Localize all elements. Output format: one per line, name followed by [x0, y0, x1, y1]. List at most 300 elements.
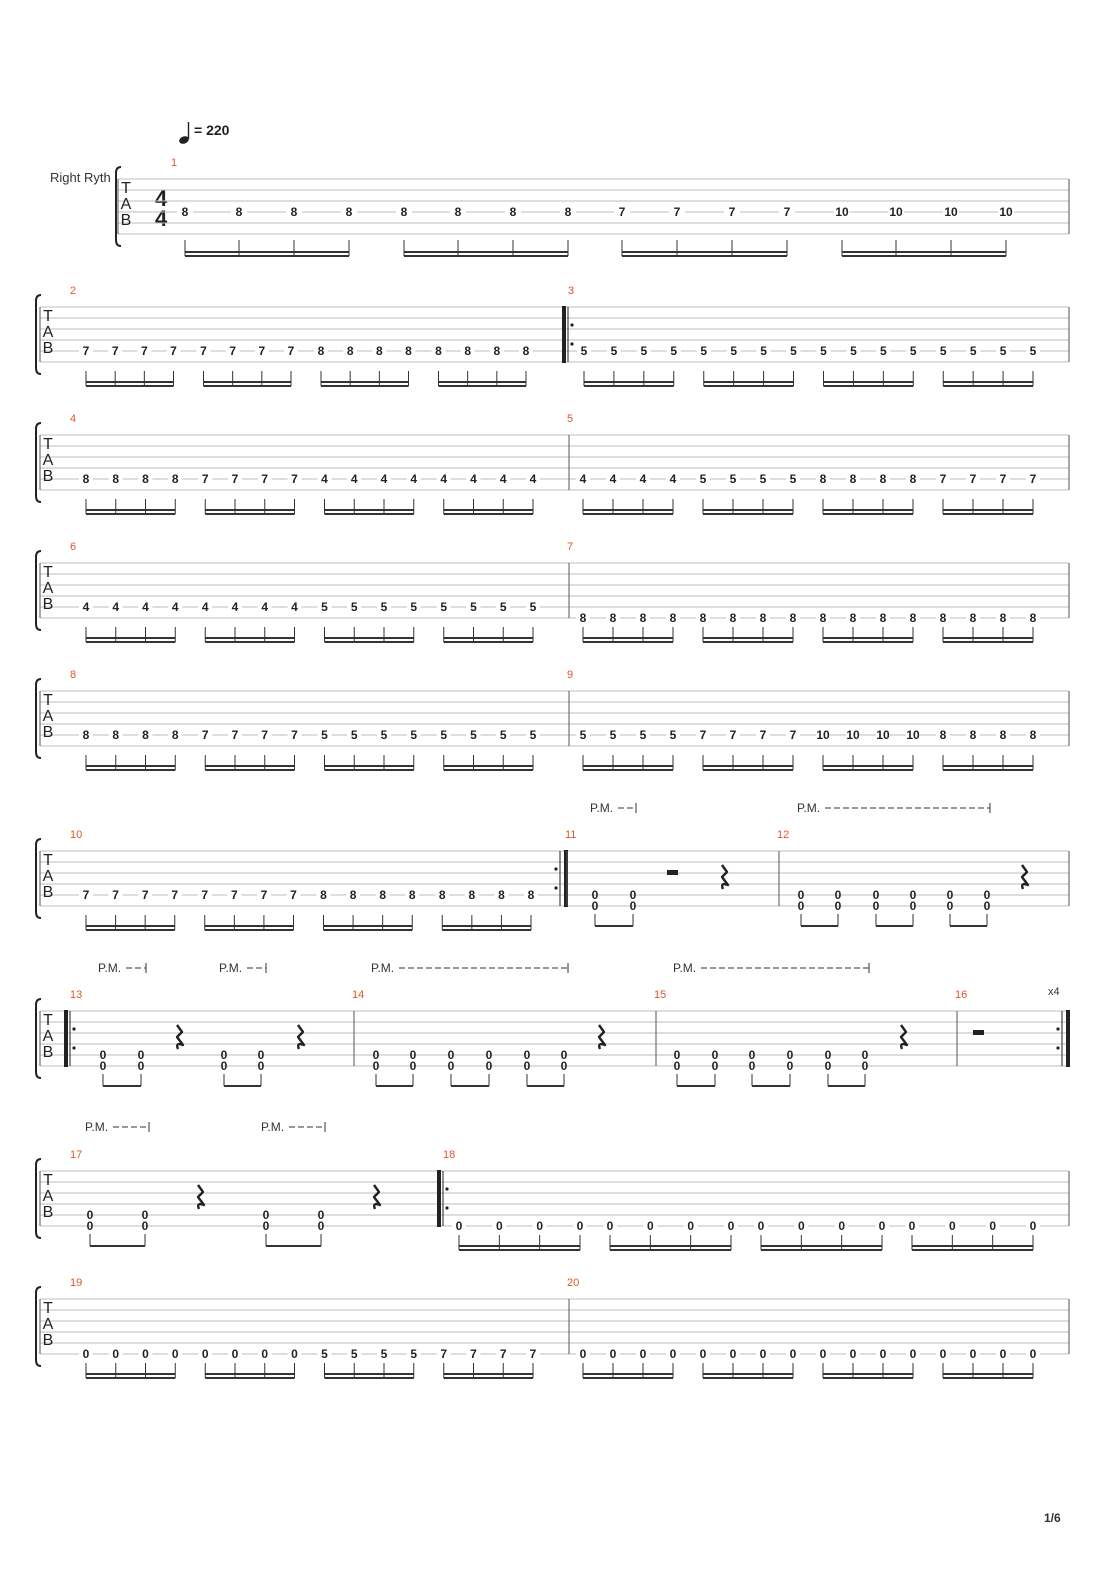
measure-number: 10: [70, 829, 83, 841]
time-signature-bottom: 4: [155, 206, 168, 231]
fret-number: 4: [321, 472, 328, 486]
fret-number: 5: [790, 344, 797, 358]
fret-number: 0: [878, 1219, 886, 1233]
fret-number: 7: [231, 472, 239, 486]
tab-clef-letter: A: [42, 868, 54, 885]
repeat-start-thick-barline: [562, 306, 566, 363]
fret-number: 8: [82, 728, 90, 742]
fret-number: 7: [261, 728, 269, 742]
fret-number: 8: [1029, 728, 1037, 742]
fret-number: 0: [560, 1048, 568, 1062]
fret-number: 5: [699, 472, 707, 486]
fret-number: 7: [200, 344, 207, 358]
fret-number: 5: [321, 1347, 328, 1361]
fret-number: 7: [759, 728, 767, 742]
fret-number: 0: [872, 888, 880, 902]
fret-number: 0: [86, 1219, 94, 1233]
repeat-dot: [445, 1206, 448, 1209]
fret-number: 8: [819, 611, 827, 625]
fret-number: 8: [969, 611, 977, 625]
repeat-dot: [570, 323, 573, 326]
fret-number: 0: [786, 1059, 794, 1073]
fret-number: 7: [291, 728, 298, 742]
repeat-end-thick-barline: [1066, 1010, 1070, 1067]
quarter-rest-icon: [198, 1185, 204, 1209]
fret-number: 8: [468, 888, 476, 902]
fret-number: 0: [946, 899, 954, 913]
tab-system: [36, 285, 1069, 386]
fret-number: 4: [231, 600, 239, 614]
tab-clef-letter: B: [42, 1044, 54, 1061]
fret-number: 0: [879, 1347, 887, 1361]
fret-number: 7: [291, 472, 298, 486]
fret-number: 8: [639, 611, 647, 625]
fret-number: 8: [349, 888, 357, 902]
palm-mute-label: P.M.: [673, 961, 697, 975]
fret-number: 7: [258, 344, 266, 358]
fret-number: 7: [111, 344, 119, 358]
fret-number: 0: [757, 1219, 765, 1233]
fret-number: 7: [470, 1347, 477, 1361]
fret-number: 8: [527, 888, 535, 902]
fret-number: 4: [142, 600, 149, 614]
fret-number: 5: [350, 1347, 358, 1361]
fret-number: 0: [909, 1347, 917, 1361]
fret-number: 0: [560, 1059, 568, 1073]
fret-number: 0: [409, 1059, 417, 1073]
fret-number: 4: [261, 600, 269, 614]
fret-number: 0: [455, 1219, 463, 1233]
fret-number: 4: [609, 472, 617, 486]
fret-number: 5: [820, 344, 827, 358]
fret-number: 0: [639, 1347, 647, 1361]
fret-number: 0: [983, 888, 991, 902]
repeat-dot: [554, 867, 557, 870]
palm-mute-section: [85, 1120, 380, 1246]
fret-number: 8: [909, 472, 917, 486]
repeat-start-thick-barline: [64, 1010, 68, 1067]
time-signature-top: 4: [155, 186, 168, 211]
fret-number: 5: [760, 344, 767, 358]
quarter-rest-icon: [298, 1025, 304, 1049]
fret-number: 10: [835, 205, 849, 219]
fret-number: 5: [580, 344, 588, 358]
fret-number: 8: [235, 205, 243, 219]
fret-number: 8: [879, 611, 887, 625]
fret-number: 5: [440, 600, 448, 614]
fret-number: 8: [509, 205, 517, 219]
tab-clef-letter: B: [120, 212, 132, 229]
fret-number: 8: [522, 344, 530, 358]
fret-number: 7: [171, 888, 179, 902]
tempo-value: = 220: [194, 122, 230, 138]
fret-number: 0: [609, 1347, 617, 1361]
fret-number: 7: [82, 344, 90, 358]
fret-number: 7: [290, 888, 297, 902]
fret-number: 0: [317, 1208, 325, 1222]
fret-number: 0: [824, 1048, 832, 1062]
palm-mute-label: P.M.: [98, 961, 122, 975]
fret-number: 4: [380, 472, 388, 486]
fret-number: 5: [999, 344, 1007, 358]
fret-number: 0: [86, 1208, 94, 1222]
fret-number: 8: [345, 205, 353, 219]
fret-number: 8: [435, 344, 442, 358]
measure-number: 7: [567, 541, 574, 553]
fret-number: 7: [999, 472, 1007, 486]
palm-mute-section: [98, 961, 984, 1086]
fret-number: 0: [576, 1219, 584, 1233]
measure-number: 8: [70, 669, 77, 681]
measure-number: 9: [567, 669, 574, 681]
fret-number: 4: [529, 472, 537, 486]
fret-number: 8: [142, 472, 149, 486]
fret-number: 5: [700, 344, 708, 358]
measure-number: 19: [70, 1277, 83, 1289]
fret-number: 0: [536, 1219, 544, 1233]
fret-number: 10: [944, 205, 958, 219]
track-name: Right Ryth: [50, 170, 111, 185]
fret-number: 7: [789, 728, 797, 742]
fret-number: 5: [850, 344, 857, 358]
measure-number: 20: [567, 1277, 580, 1289]
fret-number: 8: [346, 344, 354, 358]
fret-number: 0: [629, 899, 637, 913]
tab-clef-letter: T: [43, 436, 53, 453]
half-rest-icon: [667, 870, 678, 875]
palm-mute-label: P.M.: [590, 801, 614, 815]
fret-number: 8: [112, 472, 120, 486]
fret-number: 8: [609, 611, 617, 625]
fret-number: 4: [410, 472, 418, 486]
fret-number: 5: [440, 728, 448, 742]
repeat-dot: [72, 1027, 75, 1030]
fret-number: 0: [262, 1219, 270, 1233]
measure-number: 5: [567, 413, 574, 425]
fret-number: 5: [639, 728, 647, 742]
fret-number: 8: [819, 472, 827, 486]
tab-clef-letter: B: [42, 884, 54, 901]
fret-number: 4: [171, 600, 179, 614]
fret-number: 0: [711, 1059, 719, 1073]
tab-system: [36, 541, 1069, 642]
fret-number: 0: [82, 1347, 90, 1361]
tab-clef-letter: A: [42, 708, 54, 725]
tab-clef-letter: A: [120, 196, 132, 213]
fret-number: 5: [499, 728, 507, 742]
fret-number: 5: [579, 728, 587, 742]
fret-number: 4: [639, 472, 647, 486]
fret-number: 10: [906, 728, 920, 742]
fret-number: 7: [969, 472, 977, 486]
tab-clef-letter: T: [121, 180, 131, 197]
fret-number: 0: [99, 1059, 107, 1073]
fret-number: 7: [440, 1347, 448, 1361]
tab-clef-letter: T: [43, 308, 53, 325]
fret-number: 0: [759, 1347, 767, 1361]
fret-number: 7: [287, 344, 295, 358]
tab-systems: [36, 157, 1070, 1378]
fret-number: 0: [257, 1048, 265, 1062]
fret-number: 0: [447, 1048, 455, 1062]
fret-number: 8: [1029, 611, 1037, 625]
fret-number: 5: [321, 600, 328, 614]
tab-clef-letter: T: [43, 1172, 53, 1189]
fret-number: 4: [440, 472, 448, 486]
fret-number: 8: [290, 205, 298, 219]
fret-number: 8: [82, 472, 90, 486]
fret-number: 0: [834, 899, 842, 913]
repeat-dot: [554, 886, 557, 889]
fret-number: 8: [454, 205, 462, 219]
fret-number: 10: [816, 728, 830, 742]
fret-number: 7: [201, 728, 209, 742]
fret-number: 7: [230, 888, 238, 902]
fret-number: 5: [410, 1347, 418, 1361]
fret-number: 0: [872, 899, 880, 913]
fret-number: 0: [137, 1048, 145, 1062]
fret-number: 7: [618, 205, 626, 219]
fret-number: 0: [261, 1347, 269, 1361]
fret-number: 8: [879, 472, 887, 486]
fret-number: 0: [748, 1059, 756, 1073]
fret-number: 8: [400, 205, 408, 219]
fret-number: 5: [670, 344, 678, 358]
quarter-rest-icon: [1022, 865, 1028, 889]
fret-number: 5: [470, 728, 477, 742]
fret-number: 8: [493, 344, 501, 358]
fret-number: 0: [727, 1219, 735, 1233]
fret-number: 0: [262, 1208, 270, 1222]
fret-number: 0: [372, 1059, 380, 1073]
tab-system: [116, 157, 1069, 256]
fret-number: 8: [408, 888, 416, 902]
fret-number: 5: [529, 600, 537, 614]
repeat-dot: [1056, 1027, 1059, 1030]
fret-number: 0: [231, 1347, 239, 1361]
fret-number: 8: [699, 611, 707, 625]
fret-number: 0: [999, 1347, 1007, 1361]
fret-number: 8: [142, 728, 149, 742]
fret-number: 0: [99, 1048, 107, 1062]
fret-number: 7: [1029, 472, 1037, 486]
fret-number: 7: [261, 472, 269, 486]
fret-number: 8: [729, 611, 737, 625]
fret-number: 0: [629, 888, 637, 902]
palm-mute-section: [590, 801, 1028, 926]
fret-number: 7: [699, 728, 707, 742]
tab-clef-letter: T: [43, 852, 53, 869]
tab-clef-letter: B: [42, 340, 54, 357]
fret-number: 0: [838, 1219, 846, 1233]
fret-number: 5: [380, 728, 388, 742]
measure-number: 4: [70, 413, 77, 425]
tab-system: [36, 989, 1070, 1078]
quarter-rest-icon: [374, 1185, 380, 1209]
palm-mute-label: P.M.: [261, 1120, 285, 1134]
fret-number: 8: [939, 728, 947, 742]
fret-number: 8: [171, 472, 179, 486]
fret-number: 0: [485, 1048, 493, 1062]
quarter-rest-icon: [722, 865, 728, 889]
fret-number: 7: [170, 344, 177, 358]
fret-number: 0: [861, 1048, 869, 1062]
fret-number: 0: [711, 1048, 719, 1062]
fret-number: 0: [948, 1219, 956, 1233]
fret-number: 0: [137, 1059, 145, 1073]
fret-number: 0: [409, 1048, 417, 1062]
fret-number: 4: [350, 472, 358, 486]
fret-number: 5: [609, 728, 617, 742]
fret-number: 0: [201, 1347, 209, 1361]
fret-number: 0: [797, 899, 805, 913]
fret-number: 7: [201, 888, 209, 902]
repeat-count: x4: [1048, 986, 1060, 998]
fret-number: 0: [673, 1059, 681, 1073]
quarter-rest-icon: [177, 1025, 183, 1049]
fret-number: 8: [375, 344, 383, 358]
measure-number: 14: [352, 989, 365, 1001]
fret-number: 0: [824, 1059, 832, 1073]
fret-number: 0: [591, 888, 599, 902]
fret-number: 8: [669, 611, 677, 625]
tab-clef-letter: B: [42, 596, 54, 613]
fret-number: 4: [201, 600, 209, 614]
fret-number: 0: [797, 888, 805, 902]
fret-number: 5: [939, 344, 947, 358]
fret-number: 7: [112, 888, 119, 902]
fret-number: 8: [789, 611, 797, 625]
fret-number: 5: [350, 728, 358, 742]
fret-number: 0: [909, 888, 917, 902]
palm-mute-label: P.M.: [371, 961, 395, 975]
fret-number: 5: [669, 728, 677, 742]
fret-number: 5: [470, 600, 477, 614]
palm-mute-label: P.M.: [219, 961, 243, 975]
fret-number: 5: [499, 600, 507, 614]
fret-number: 0: [983, 899, 991, 913]
fret-number: 8: [320, 888, 327, 902]
fret-number: 0: [1029, 1219, 1037, 1233]
fret-number: 10: [876, 728, 890, 742]
fret-number: 5: [410, 728, 418, 742]
fret-number: 0: [786, 1048, 794, 1062]
fret-number: 10: [846, 728, 860, 742]
fret-number: 5: [410, 600, 418, 614]
fret-number: 8: [112, 728, 120, 742]
palm-mute-label: P.M.: [85, 1120, 109, 1134]
fret-number: 7: [729, 728, 737, 742]
repeat-start-thick-barline: [437, 1170, 441, 1227]
fret-number: 8: [171, 728, 179, 742]
palm-mute-label: P.M.: [797, 801, 821, 815]
fret-number: 7: [939, 472, 947, 486]
fret-number: 0: [606, 1219, 614, 1233]
fret-number: 8: [849, 472, 857, 486]
fret-number: 0: [908, 1219, 916, 1233]
tab-clef-letter: A: [42, 324, 54, 341]
fret-number: 0: [646, 1219, 654, 1233]
fret-number: 7: [231, 728, 239, 742]
measure-number: 1: [171, 157, 178, 169]
fret-number: 0: [372, 1048, 380, 1062]
fret-number: 7: [140, 344, 148, 358]
tab-clef-letter: T: [43, 1012, 53, 1029]
fret-number: 0: [729, 1347, 737, 1361]
fret-number: 0: [485, 1059, 493, 1073]
fret-number: 0: [141, 1219, 149, 1233]
tab-system: [36, 1149, 1069, 1250]
fret-number: 0: [834, 888, 842, 902]
repeat-dot: [445, 1187, 448, 1190]
fret-number: 8: [909, 611, 917, 625]
fret-number: 7: [783, 205, 791, 219]
fret-number: 0: [861, 1059, 869, 1073]
fret-number: 0: [257, 1059, 265, 1073]
fret-number: 5: [380, 1347, 388, 1361]
fret-number: 5: [879, 344, 887, 358]
fret-number: 0: [220, 1048, 228, 1062]
fret-number: 0: [687, 1219, 695, 1233]
quarter-rest-icon: [599, 1025, 605, 1049]
measure-number: 15: [654, 989, 667, 1001]
fret-number: 0: [142, 1347, 149, 1361]
tab-clef-letter: T: [43, 692, 53, 709]
fret-number: 0: [1029, 1347, 1037, 1361]
measure-number: 3: [568, 285, 575, 297]
fret-number: 5: [969, 344, 977, 358]
fret-number: 8: [564, 205, 572, 219]
repeat-dot: [72, 1046, 75, 1049]
fret-number: 0: [789, 1347, 797, 1361]
fret-number: 0: [849, 1347, 857, 1361]
fret-number: 10: [889, 205, 903, 219]
fret-number: 4: [499, 472, 507, 486]
fret-number: 0: [220, 1059, 228, 1073]
fret-number: 0: [969, 1347, 977, 1361]
repeat-dot: [570, 342, 573, 345]
tab-clef-letter: B: [42, 1332, 54, 1349]
fret-number: 0: [989, 1219, 997, 1233]
tab-clef-letter: T: [43, 564, 53, 581]
fret-number: 7: [728, 205, 736, 219]
tab-clef-letter: T: [43, 1300, 53, 1317]
tab-clef-letter: A: [42, 1316, 54, 1333]
fret-number: 4: [82, 600, 90, 614]
tab-clef-letter: B: [42, 468, 54, 485]
fret-number: 0: [946, 888, 954, 902]
fret-number: 5: [529, 728, 537, 742]
page-number: 1/6: [1044, 1511, 1061, 1525]
fret-number: 4: [112, 600, 120, 614]
tab-clef-letter: B: [42, 1204, 54, 1221]
fret-number: 10: [999, 205, 1013, 219]
fret-number: 8: [317, 344, 325, 358]
fret-number: 5: [909, 344, 917, 358]
fret-number: 0: [317, 1219, 325, 1233]
fret-number: 5: [789, 472, 797, 486]
fret-number: 0: [171, 1347, 179, 1361]
measure-number: 6: [70, 541, 77, 553]
fret-number: 0: [447, 1059, 455, 1073]
fret-number: 8: [849, 611, 857, 625]
tab-system: [36, 829, 1069, 930]
fret-number: 4: [669, 472, 677, 486]
tab-clef-letter: A: [42, 580, 54, 597]
tempo-marking: [178, 122, 230, 145]
fret-number: 0: [673, 1048, 681, 1062]
fret-number: 0: [591, 899, 599, 913]
